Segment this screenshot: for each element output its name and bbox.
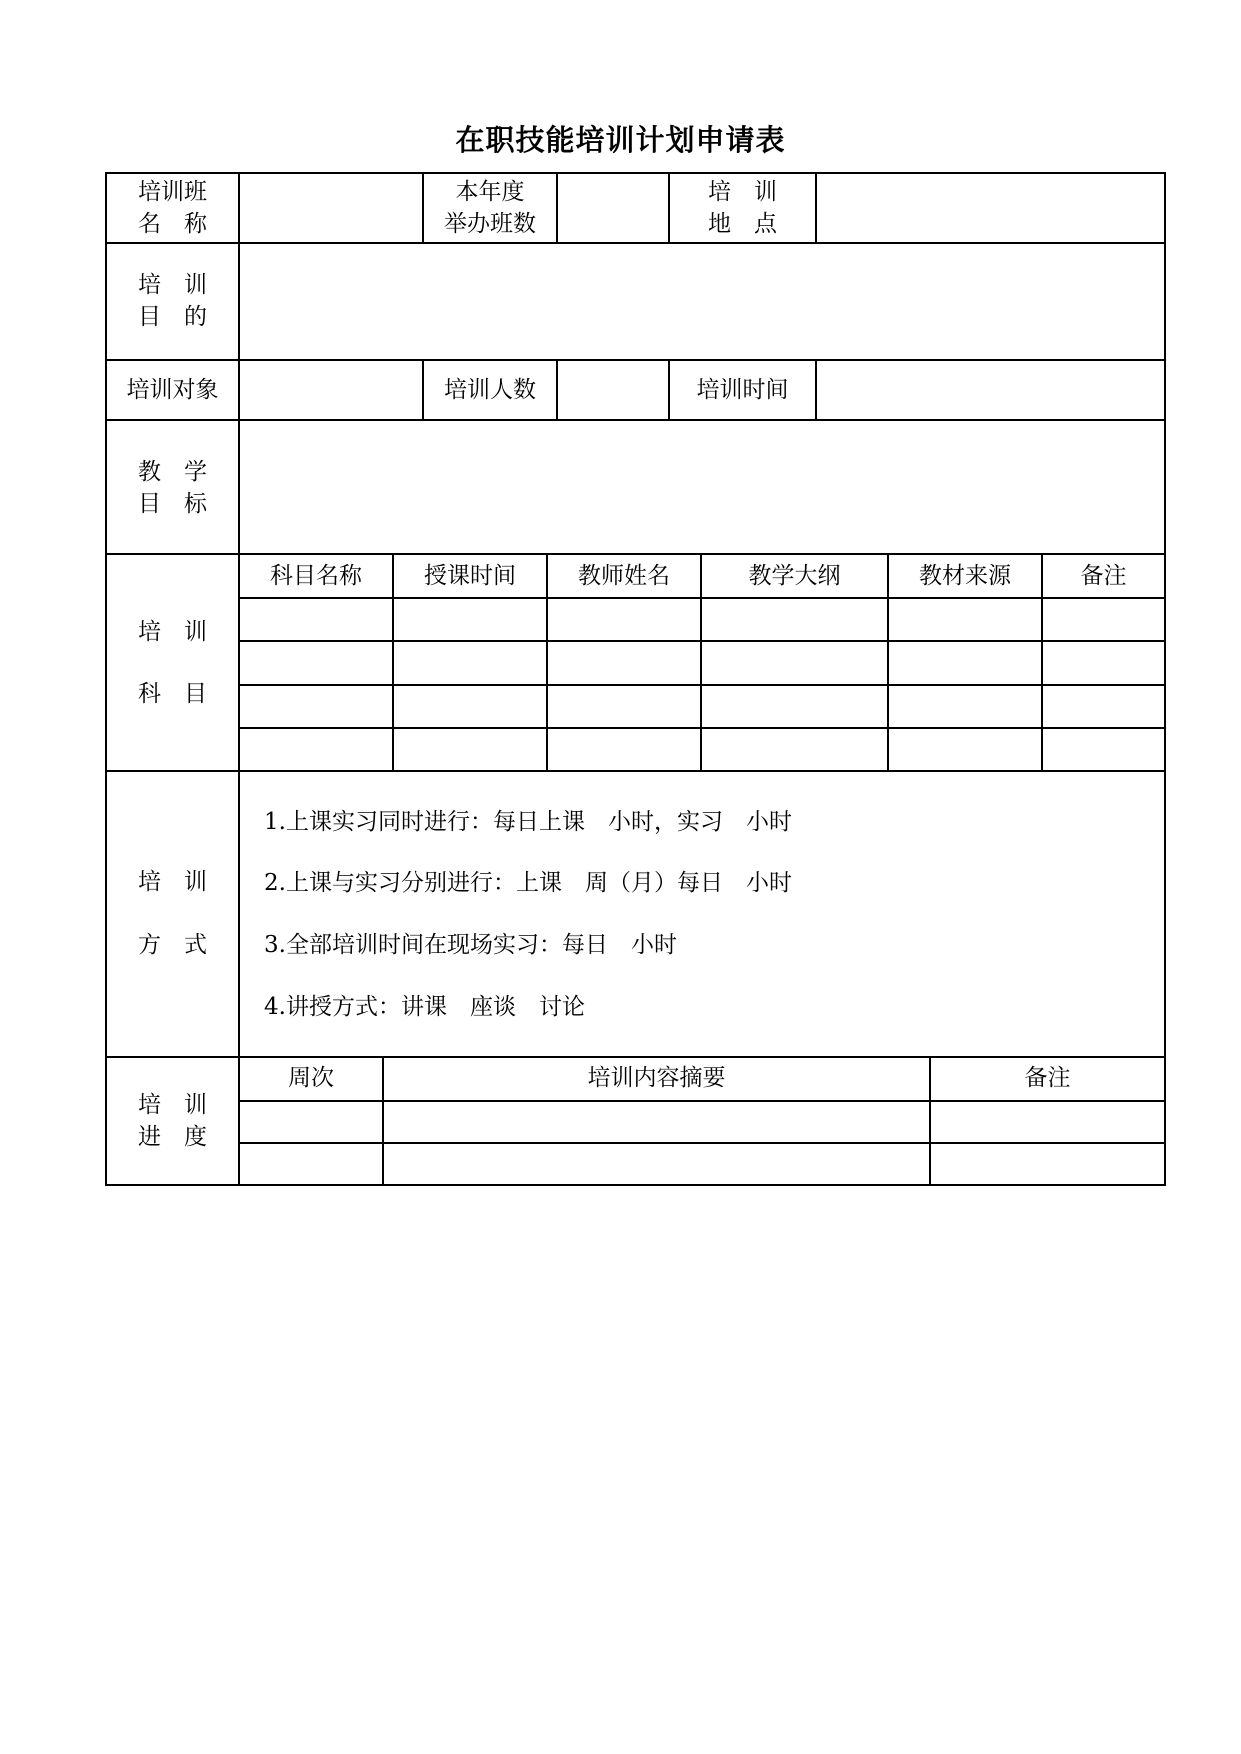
goal-label-line2: 目 标 [138, 491, 207, 517]
progress-header-week: 周次 [288, 1065, 334, 1091]
goal-label-line1: 教 学 [138, 459, 207, 485]
target-field[interactable] [241, 362, 421, 418]
annual-count-label-line1: 本年度 [455, 179, 525, 205]
method-option-4: 4.讲授方式：讲课 座谈 讨论 [264, 994, 585, 1020]
subjects-header-materials: 教材来源 [919, 563, 1011, 589]
method-option-3: 3.全部培训时间在现场实习：每日 小时 [264, 932, 677, 958]
subjects-header-remarks: 备注 [1080, 563, 1127, 589]
subjects-header-name: 科目名称 [270, 563, 362, 589]
count-field[interactable] [559, 362, 667, 418]
progress-header-remarks: 备注 [1024, 1065, 1071, 1091]
subjects-label-line2: 科 目 [138, 681, 207, 707]
subjects-header-syllabus: 教学大纲 [748, 563, 841, 589]
annual-count-field[interactable] [559, 175, 667, 241]
method-label-line2: 方 式 [138, 932, 207, 958]
class-name-label-line1: 培训班 [138, 179, 207, 205]
location-label-line2: 地 点 [708, 211, 777, 237]
time-field[interactable] [818, 362, 1163, 418]
purpose-label-line2: 目 的 [138, 304, 207, 330]
method-option-2: 2.上课与实习分别进行：上课 周（月）每日 小时 [264, 870, 792, 896]
progress-label-line2: 进 度 [138, 1124, 207, 1150]
count-label: 培训人数 [444, 377, 536, 403]
method-option-1: 1.上课实习同时进行：每日上课 小时，实习 小时 [264, 809, 792, 835]
time-label: 培训时间 [696, 377, 789, 403]
target-label: 培训对象 [126, 377, 219, 403]
progress-header-content: 培训内容摘要 [587, 1065, 726, 1091]
subjects-label-line1: 培 训 [138, 619, 207, 645]
method-label-line1: 培 训 [138, 869, 207, 895]
progress-label-line1: 培 训 [138, 1092, 207, 1118]
location-field[interactable] [818, 175, 1163, 241]
goal-field[interactable] [241, 422, 1163, 552]
subjects-header-teacher: 教师姓名 [578, 563, 670, 589]
purpose-field[interactable] [241, 245, 1163, 358]
class-name-field[interactable] [241, 175, 421, 241]
form-title: 在职技能培训计划申请表 [455, 123, 786, 157]
class-name-label-line2: 名 称 [138, 211, 207, 237]
purpose-label-line1: 培 训 [138, 272, 207, 298]
annual-count-label-line2: 举办班数 [444, 211, 536, 237]
subjects-header-time: 授课时间 [424, 563, 516, 589]
location-label-line1: 培 训 [708, 179, 777, 205]
